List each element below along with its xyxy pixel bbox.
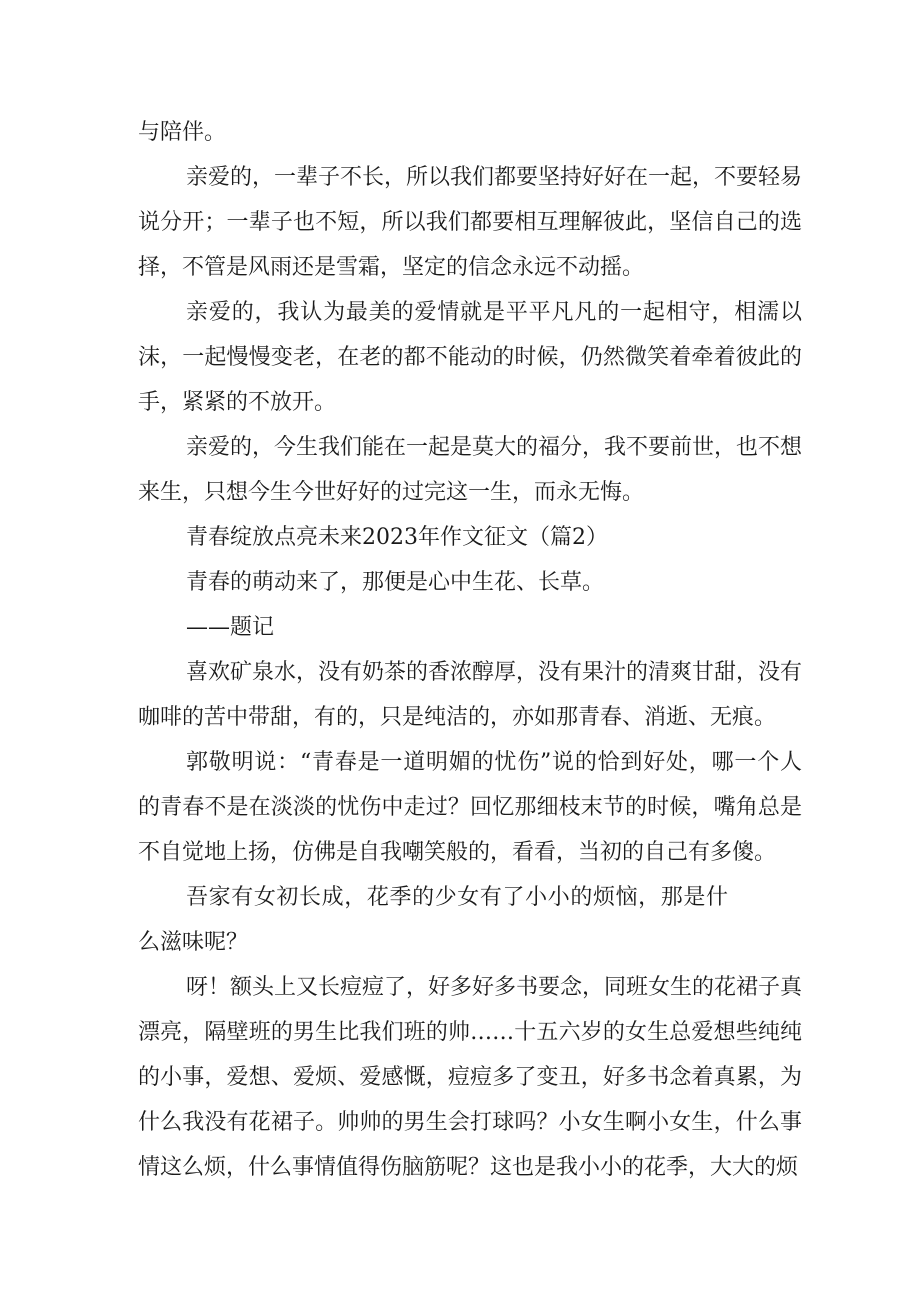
section-heading: 青春绽放点亮未来2023年作文征文（篇2） [186, 525, 608, 550]
paragraph: 亲爱的，一辈子不长，所以我们都要坚持好好在一起，不要轻易说分开；一辈子也不短，所以我们都要相互理解彼此，坚信自己的选择，不管是风雨还是雪霜，坚定的信念永远不动摇。 [138, 165, 803, 280]
paragraph: 呀！额头上又长痘痘了，好多好多书要念，同班女生的花裙子真漂亮，隔壁班的男生比我们班的帅……十五六岁的女生总爱想些纯纯的小事，爱想、爱烦、爱感慨，痘痘多了变丑，好多书念着真累，为什么我没有花裙子。帅帅的男生会打球吗？小女生啊小女生，什么事情这么烦，什么事情值得伤脑筋呢？这也是我小小的花季，大大的烦 [138, 975, 803, 1180]
paragraph: 吾家有女初长成，花季的少女有了小小的烦恼，那是什么滋味呢？ [138, 885, 728, 955]
paragraph: 亲爱的，我认为最美的爱情就是平平凡凡的一起相守，相濡以沫，一起慢慢变老，在老的都不能动的时候，仍然微笑着牵着彼此的手，紧紧的不放开。 [138, 300, 802, 415]
paragraph: 喜欢矿泉水，没有奶茶的香浓醇厚，没有果汁的清爽甘甜，没有咖啡的苦中带甜，有的，只是纯洁的，亦如那青春、消逝、无痕。 [138, 660, 803, 730]
paragraph: 郭敬明说：“青春是一道明媚的忧伤”说的恰到好处，哪一个人的青春不是在淡淡的忧伤中走过？回忆那细枝末节的时候，嘴角总是不自觉地上扬，仿佛是自我嘲笑般的，看看，当初的自己有多傻。 [138, 750, 802, 865]
paragraph: 亲爱的，今生我们能在一起是莫大的福分，我不要前世，也不想来生，只想今生今世好好的过完这一生，而永无悔。 [138, 435, 803, 505]
paragraph: 青春的萌动来了，那便是心中生花、长草。 [186, 570, 605, 595]
document-body [138, 110, 802, 1190]
epigraph-note: ——题记 [186, 615, 275, 640]
paragraph-continuation: 与陪伴。 [138, 120, 227, 145]
